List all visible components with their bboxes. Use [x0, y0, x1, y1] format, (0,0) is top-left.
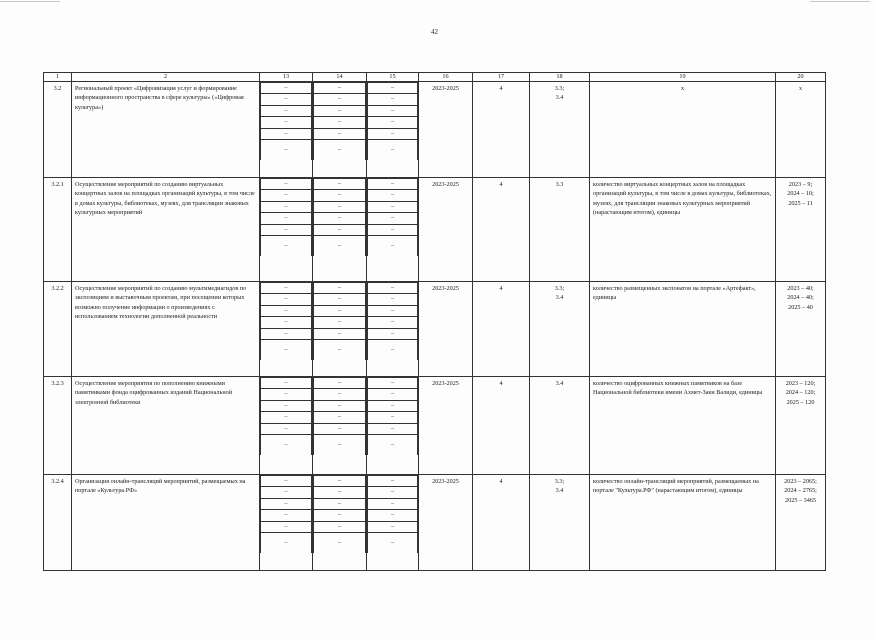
indicator-ref-line: 3.4	[555, 294, 564, 302]
dash-value: –	[314, 283, 366, 294]
target-value: 2023 – 40;	[787, 285, 814, 292]
target-value: 2024 – 40;	[787, 294, 814, 302]
dash-value: –	[261, 305, 312, 316]
funding-cell	[367, 282, 419, 377]
dash-value: –	[314, 476, 366, 487]
row-number: 3.2.1	[44, 178, 72, 282]
code-17: 4	[473, 178, 530, 282]
dash-value: –	[368, 190, 418, 201]
years: 2023-2025	[419, 82, 473, 178]
target-values	[776, 282, 826, 377]
dash-value: –	[314, 434, 366, 455]
dash-value: –	[368, 412, 418, 423]
funding-cell	[260, 377, 313, 475]
dash-value: –	[368, 235, 418, 256]
dash-value: –	[368, 139, 418, 160]
dash-value: –	[368, 434, 418, 455]
years: 2023-2025	[419, 282, 473, 377]
dash-value: –	[368, 201, 418, 212]
event-name: Осуществление мероприятия по пополнению книжными памятниками фонда оцифрованных изданий Национальной электронной библиотеки	[72, 377, 260, 475]
dash-value: –	[314, 83, 366, 94]
indicator-ref-line: 3.3;	[554, 285, 565, 292]
code-17: 4	[473, 282, 530, 377]
target-value: 2023 – 9;	[788, 181, 813, 188]
funding-cell	[313, 475, 367, 571]
dash-value: –	[261, 532, 312, 553]
indicator-ref-line: 3.3	[555, 181, 564, 188]
target-values	[776, 475, 826, 571]
indicator-ref	[530, 82, 590, 178]
header-cell: 15	[367, 73, 419, 82]
header-cell: 18	[530, 73, 590, 82]
table-row	[44, 82, 826, 178]
dash-value: –	[261, 213, 312, 224]
dash-value: –	[368, 423, 418, 434]
event-name: Региональный проект «Цифровизация услуг и формирование информационного пространства в сфере культуры» («Цифровая культура»)	[72, 82, 260, 178]
row-number: 3.2	[44, 82, 72, 178]
scan-edge	[0, 0, 876, 4]
dash-value: –	[368, 94, 418, 105]
dash-value: –	[368, 328, 418, 339]
header-cell: 16	[419, 73, 473, 82]
indicator-ref-line: 3.3;	[554, 85, 565, 92]
dash-value: –	[261, 498, 312, 509]
dash-value: –	[314, 201, 366, 212]
header-row	[44, 73, 826, 82]
dash-value: –	[261, 235, 312, 256]
dash-value: –	[368, 378, 418, 389]
dash-value: –	[314, 139, 366, 160]
dash-value: –	[261, 283, 312, 294]
dash-value: –	[261, 179, 312, 190]
target-value: 2023 – 2065;	[784, 478, 817, 485]
code-17: 4	[473, 377, 530, 475]
dash-value: –	[368, 117, 418, 128]
target-value: 2025 – 40	[788, 303, 813, 311]
dash-value: –	[261, 201, 312, 212]
years: 2023-2025	[419, 475, 473, 571]
funding-cell	[313, 377, 367, 475]
dash-value: –	[314, 510, 366, 521]
dash-value: –	[261, 339, 312, 360]
dash-value: –	[261, 83, 312, 94]
dash-value: –	[368, 83, 418, 94]
dash-value: –	[261, 94, 312, 105]
dash-value: –	[368, 224, 418, 235]
dash-value: –	[314, 179, 366, 190]
dash-value: –	[314, 105, 366, 116]
dash-value: –	[368, 339, 418, 360]
target-value: 2023 – 120;	[785, 380, 816, 387]
dash-value: –	[368, 283, 418, 294]
dash-value: –	[314, 117, 366, 128]
funding-cell	[367, 475, 419, 571]
indicator-ref	[530, 475, 590, 571]
dash-value: –	[261, 128, 312, 139]
header-cell: 20	[776, 73, 826, 82]
dash-value: –	[368, 317, 418, 328]
target-values	[776, 178, 826, 282]
dash-value: –	[314, 412, 366, 423]
funding-cell	[367, 377, 419, 475]
dash-value: –	[314, 487, 366, 498]
dash-value: –	[261, 317, 312, 328]
funding-cell	[260, 82, 313, 178]
dash-value: –	[261, 423, 312, 434]
dash-value: –	[314, 328, 366, 339]
target-value: x	[798, 85, 803, 92]
data-table	[43, 72, 826, 571]
funding-cell	[313, 82, 367, 178]
funding-cell	[260, 475, 313, 571]
dash-value: –	[314, 532, 366, 553]
dash-value: –	[314, 235, 366, 256]
dash-value: –	[261, 190, 312, 201]
dash-value: –	[261, 521, 312, 532]
header-cell: 14	[313, 73, 367, 82]
funding-cell	[313, 282, 367, 377]
dash-value: –	[368, 294, 418, 305]
dash-value: –	[314, 128, 366, 139]
dash-value: –	[261, 328, 312, 339]
dash-value: –	[314, 378, 366, 389]
dash-value: –	[261, 105, 312, 116]
dash-value: –	[368, 400, 418, 411]
code-17: 4	[473, 475, 530, 571]
dash-value: –	[368, 128, 418, 139]
indicator-text: количество оцифрованных книжных памятников на базе Национальной библиотеки имени Ахмет-Заки Валиди, единицы	[590, 377, 776, 475]
dash-value: –	[314, 94, 366, 105]
row-number: 3.2.4	[44, 475, 72, 571]
target-value: 2025 – 3465	[785, 496, 816, 504]
dash-value: –	[368, 179, 418, 190]
dash-value: –	[261, 389, 312, 400]
code-17: 4	[473, 82, 530, 178]
dash-value: –	[314, 224, 366, 235]
indicator-ref-line: 3.3;	[554, 478, 565, 485]
years: 2023-2025	[419, 178, 473, 282]
event-name: Осуществление мероприятий по созданию мультимедиагидов по экспозициям и выставочным проектам, при посещении которых возможно получение информации о произведениях с использованием технологии дополненной реальности	[72, 282, 260, 377]
dash-value: –	[261, 434, 312, 455]
dash-value: –	[368, 532, 418, 553]
funding-cell	[313, 178, 367, 282]
dash-value: –	[368, 389, 418, 400]
indicator-ref-line: 3.4	[555, 487, 564, 495]
target-values	[776, 377, 826, 475]
table-row	[44, 282, 826, 377]
table-row	[44, 377, 826, 475]
dash-value: –	[314, 317, 366, 328]
header-cell: 1	[44, 73, 72, 82]
indicator-ref	[530, 178, 590, 282]
header-cell: 19	[590, 73, 776, 82]
dash-value: –	[368, 510, 418, 521]
dash-value: –	[261, 476, 312, 487]
dash-value: –	[314, 521, 366, 532]
target-value: 2024 – 10;	[787, 190, 814, 198]
indicator-text: x	[590, 82, 776, 178]
target-value: 2025 – 11	[788, 199, 813, 207]
years: 2023-2025	[419, 377, 473, 475]
target-value: 2025 – 120	[786, 398, 815, 406]
dash-value: –	[314, 400, 366, 411]
indicator-text: количество виртуальных концертных залов на площадках организаций культуры, в том числе в домах культуры, библиотеках, музеях, для трансляции знаковых культурных мероприятий (нарастающим итогом), единицы	[590, 178, 776, 282]
dash-value: –	[314, 213, 366, 224]
dash-value: –	[314, 339, 366, 360]
dash-value: –	[368, 476, 418, 487]
dash-value: –	[368, 521, 418, 532]
dash-value: –	[261, 412, 312, 423]
header-cell: 17	[473, 73, 530, 82]
dash-value: –	[314, 389, 366, 400]
header-cell: 2	[72, 73, 260, 82]
dash-value: –	[261, 378, 312, 389]
indicator-ref-line: 3.4	[555, 380, 564, 387]
dash-value: –	[261, 139, 312, 160]
header-cell: 13	[260, 73, 313, 82]
table-row	[44, 475, 826, 571]
target-value: 2024 – 2765;	[784, 487, 817, 495]
dash-value: –	[261, 294, 312, 305]
dash-value: –	[314, 294, 366, 305]
event-name: Организация онлайн-трансляций мероприятий, размещаемых на портале «Культура.РФ»	[72, 475, 260, 571]
indicator-ref	[530, 282, 590, 377]
row-number: 3.2.2	[44, 282, 72, 377]
dash-value: –	[314, 305, 366, 316]
indicator-ref	[530, 377, 590, 475]
dash-value: –	[261, 510, 312, 521]
target-values	[776, 82, 826, 178]
indicator-text: количество онлайн-трансляций мероприятий, размещаемых на портале "Культура.РФ" (нарастающим итогом), единицы	[590, 475, 776, 571]
dash-value: –	[368, 498, 418, 509]
page-number: 42	[431, 28, 438, 36]
table-row	[44, 178, 826, 282]
funding-cell	[367, 178, 419, 282]
funding-cell	[367, 82, 419, 178]
dash-value: –	[261, 224, 312, 235]
dash-value: –	[314, 190, 366, 201]
funding-cell	[260, 178, 313, 282]
event-name: Осуществление мероприятий по созданию виртуальных концертных залов на площадках организаций культуры, в том числе в домах культуры, библиотеках, музеях, для трансляции знаковых культурных мероприятий	[72, 178, 260, 282]
dash-value: –	[368, 487, 418, 498]
dash-value: –	[261, 487, 312, 498]
dash-value: –	[314, 498, 366, 509]
indicator-ref-line: 3.4	[555, 94, 564, 102]
dash-value: –	[368, 213, 418, 224]
dash-value: –	[261, 117, 312, 128]
dash-value: –	[368, 105, 418, 116]
funding-cell	[260, 282, 313, 377]
row-number: 3.2.3	[44, 377, 72, 475]
indicator-text: количество размещенных экспонатов на портале «Артефакт», единицы	[590, 282, 776, 377]
dash-value: –	[368, 305, 418, 316]
dash-value: –	[261, 400, 312, 411]
target-value: 2024 – 120;	[785, 389, 816, 397]
dash-value: –	[314, 423, 366, 434]
